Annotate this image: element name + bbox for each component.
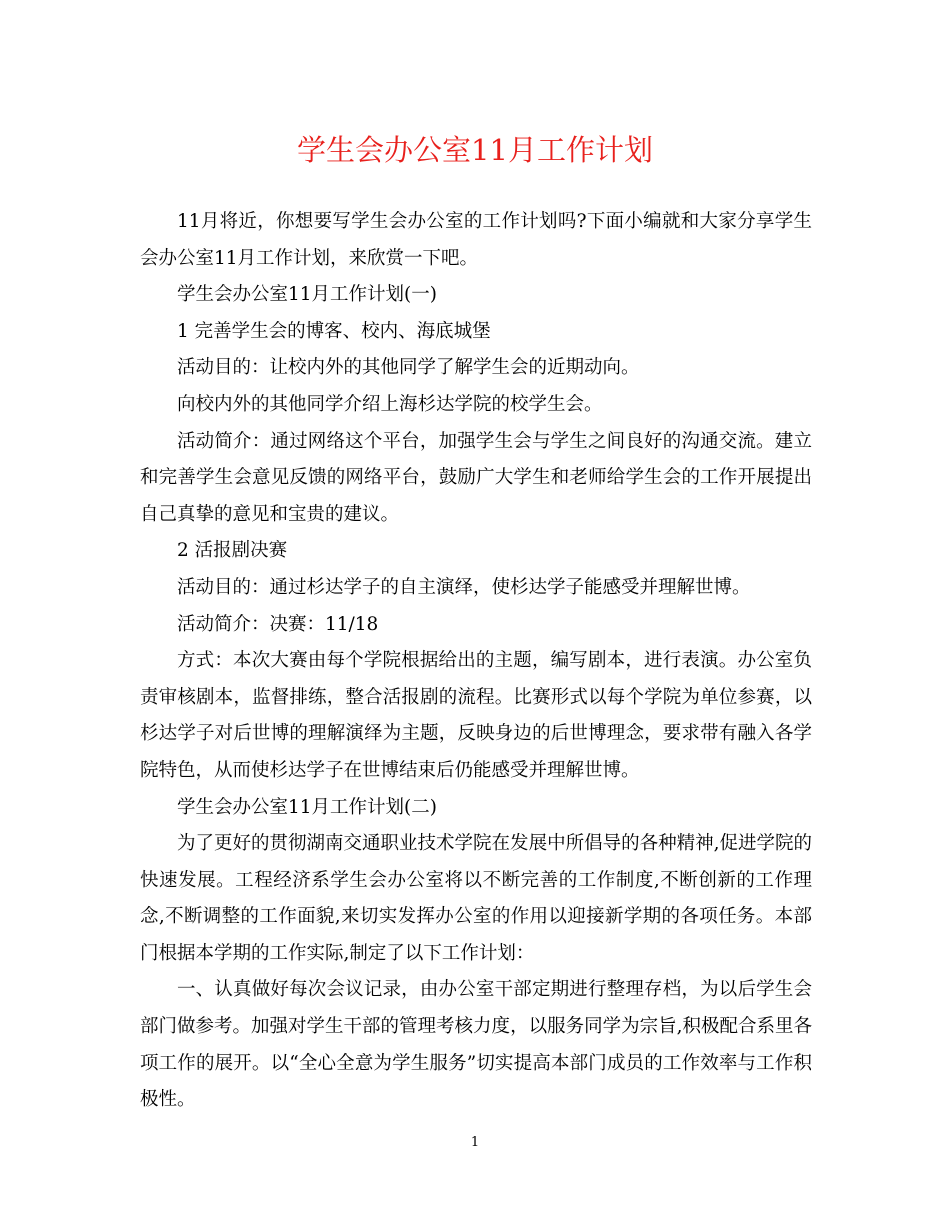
section-heading-plan-two: 学生会办公室11月工作计划(二) (177, 796, 437, 818)
paragraph-plan-two-intro: 为了更好的贯彻湖南交通职业技术学院在发展中所倡导的各种精神,促进学院的快速发展。工程经济系学生会办公室将以不断完善的工作制度,不断创新的工作理念,不断调整的工作面貌,来切实发挥办公室的作用以迎接新学期的各项任务。本部门根据本学期的工作实际,制定了以下工作计划： (140, 833, 812, 964)
page-number: 1 (470, 1135, 480, 1150)
paragraph-drama-summary: 活动简介：决赛：11/18 (177, 613, 379, 635)
paragraph-plan-two-item-one: 一、认真做好每次会议记录，由办公室干部定期进行整理存档，为以后学生会部门做参考。加强对学生干部的管理考核力度，以服务同学为宗旨,积极配合系里各项工作的展开。以“全心全意为学生服务”切实提高本部门成员的工作效率与工作积极性。 (140, 979, 812, 1111)
document-body (140, 204, 812, 1119)
section-heading-plan-one: 学生会办公室11月工作计划(一) (177, 284, 437, 306)
paragraph-blog-introduce: 向校内外的其他同学介绍上海杉达学院的校学生会。 (177, 393, 603, 415)
item-heading-drama: 2 活报剧决赛 (177, 540, 288, 562)
paragraph-drama-method: 方式：本次大赛由每个学院根据给出的主题，编写剧本，进行表演。办公室负责审核剧本，监督排练，整合活报剧的流程。比赛形式以每个学院为单位参赛，以杉达学子对后世博的理解演绎为主题，反映身边的后世博理念，要求带有融入各学院特色，从而使杉达学子在世博结束后仍能感受并理解世博。 (140, 650, 812, 781)
paragraph-blog-summary: 活动简介：通过网络这个平台，加强学生会与学生之间良好的沟通交流。建立和完善学生会意见反馈的网络平台，鼓励广大学生和老师给学生会的工作开展提出自己真挚的意见和宝贵的建议。 (140, 430, 812, 525)
paragraph-blog-purpose: 活动目的：让校内外的其他同学了解学生会的近期动向。 (177, 357, 640, 379)
paragraph-drama-purpose: 活动目的：通过杉达学子的自主演绎，使杉达学子能感受并理解世博。 (177, 576, 751, 598)
paragraph-intro: 11月将近，你想要写学生会办公室的工作计划吗?下面小编就和大家分享学生会办公室11月工作计划，来欣赏一下吧。 (140, 211, 812, 269)
item-heading-blog: 1 完善学生会的博客、校内、海底城堡 (177, 320, 491, 342)
document-title: 学生会办公室11月工作计划 (297, 133, 653, 167)
